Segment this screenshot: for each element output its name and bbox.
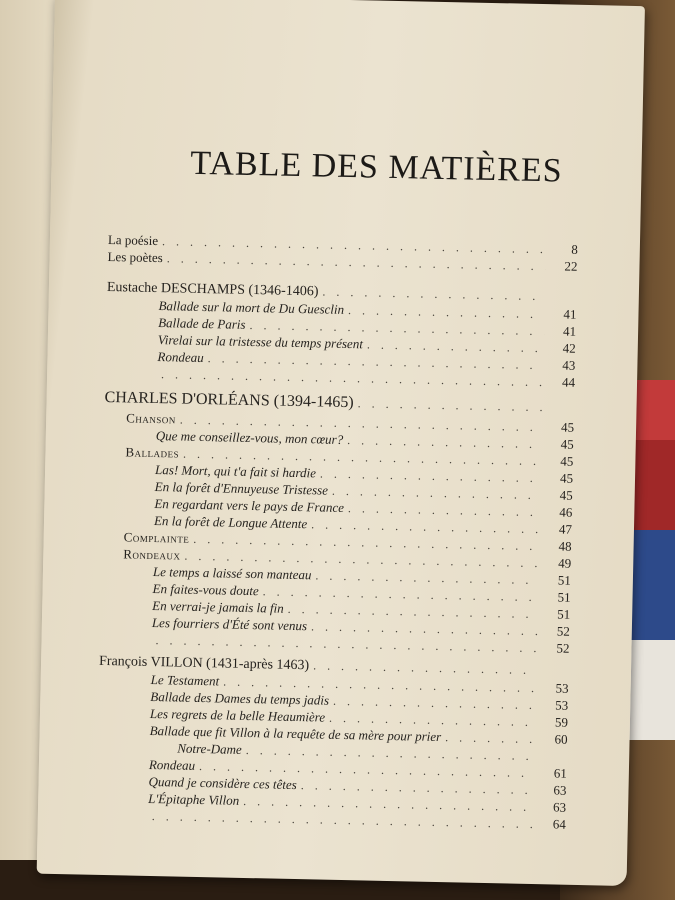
toc-label: En la forêt de Longue Attente	[153, 513, 308, 532]
toc-page: 22	[564, 258, 578, 274]
toc-page: 42	[562, 340, 576, 356]
toc-page: 51	[557, 572, 572, 588]
toc-label: Le Testament	[150, 671, 220, 689]
toc-label: Complainte	[123, 529, 190, 546]
toc-page	[539, 760, 567, 761]
toc-label: En verrai-je jamais la fin	[152, 597, 284, 616]
toc-page	[549, 300, 577, 301]
toc-label: En la forêt d'Ennuyeuse Tristesse	[154, 479, 329, 498]
toc-page: 63	[552, 799, 567, 815]
toc-page: 61	[553, 765, 568, 781]
toc-label: CHARLES D'ORLÉANS (1394-1465)	[104, 388, 354, 412]
toc-page: 53	[555, 697, 569, 713]
toc-page: 46	[559, 504, 573, 520]
toc-label: Eustache DESCHAMPS (1346-1406)	[106, 279, 319, 300]
toc-label: Notre-Dame	[177, 740, 242, 757]
toc-page: 64	[552, 816, 566, 832]
toc-page: 45	[560, 419, 575, 435]
toc-page: 45	[559, 470, 574, 486]
toc-label: Chanson	[126, 410, 177, 427]
toc-page: 52	[556, 640, 570, 656]
book-page	[37, 0, 645, 886]
toc-page: 41	[562, 323, 577, 339]
toc-page: 52	[556, 623, 570, 639]
toc-page: 41	[563, 306, 577, 322]
toc-label: Rondeau	[148, 756, 196, 773]
toc-page: 51	[557, 606, 571, 622]
toc-label: Rondeau	[157, 349, 204, 366]
toc-page: 48	[558, 538, 572, 554]
toc-label	[105, 377, 157, 378]
toc-page: 49	[558, 555, 572, 571]
toc-label: Les regrets de la belle Heaumière	[149, 705, 326, 725]
toc-label: Le temps a laissé son manteau	[152, 564, 312, 583]
toc-label: Que me conseillez-vous, mon cœur?	[155, 428, 344, 447]
toc-page: 47	[558, 521, 573, 537]
toc-label: Virelai sur la tristesse du temps présent	[157, 332, 364, 352]
toc-label	[99, 643, 151, 644]
toc-page: 43	[562, 357, 576, 373]
toc-page: 51	[557, 589, 571, 605]
toc-page: 53	[555, 680, 569, 696]
toc-label	[96, 819, 148, 820]
toc-page: 8	[571, 241, 578, 257]
toc-label: Les fourriers d'Été sont venus	[151, 614, 308, 634]
toc-label: L'Épitaphe Villon	[148, 790, 240, 808]
toc-page	[541, 674, 569, 675]
toc-label: En regardant vers le pays de France	[154, 496, 345, 515]
toc-label: Ballades	[125, 444, 180, 461]
toc-page: 45	[559, 487, 573, 503]
toc-label: En faites-vous doute	[152, 580, 259, 599]
toc-page: 63	[553, 782, 567, 798]
toc-page	[546, 411, 574, 412]
toc-label: La poésie	[107, 231, 159, 249]
toc-page: 60	[554, 731, 568, 747]
toc-page: 44	[561, 374, 576, 390]
toc-label: Las! Mort, qui t'a fait si hardie	[154, 462, 317, 481]
toc-label: Rondeaux	[123, 546, 181, 563]
toc-page: 45	[560, 436, 574, 452]
toc-label: Ballade de Paris	[158, 315, 246, 332]
toc-label: Ballade sur la mort de Du Guesclin	[158, 298, 345, 317]
toc-label: Ballade des Dames du temps jadis	[150, 688, 330, 708]
toc-label: Quand je considère ces têtes	[148, 773, 297, 793]
toc-label: Les poètes	[107, 248, 163, 266]
table-of-contents	[96, 231, 578, 833]
toc-label: François VILLON (1431-après 1463)	[98, 653, 310, 674]
page-title: TABLE DES MATIÈRES	[190, 144, 563, 190]
toc-page: 59	[554, 714, 569, 730]
toc-label: Ballade que fit Villon à la requête de sa mère pour prier	[149, 722, 442, 745]
toc-page: 45	[560, 453, 574, 469]
